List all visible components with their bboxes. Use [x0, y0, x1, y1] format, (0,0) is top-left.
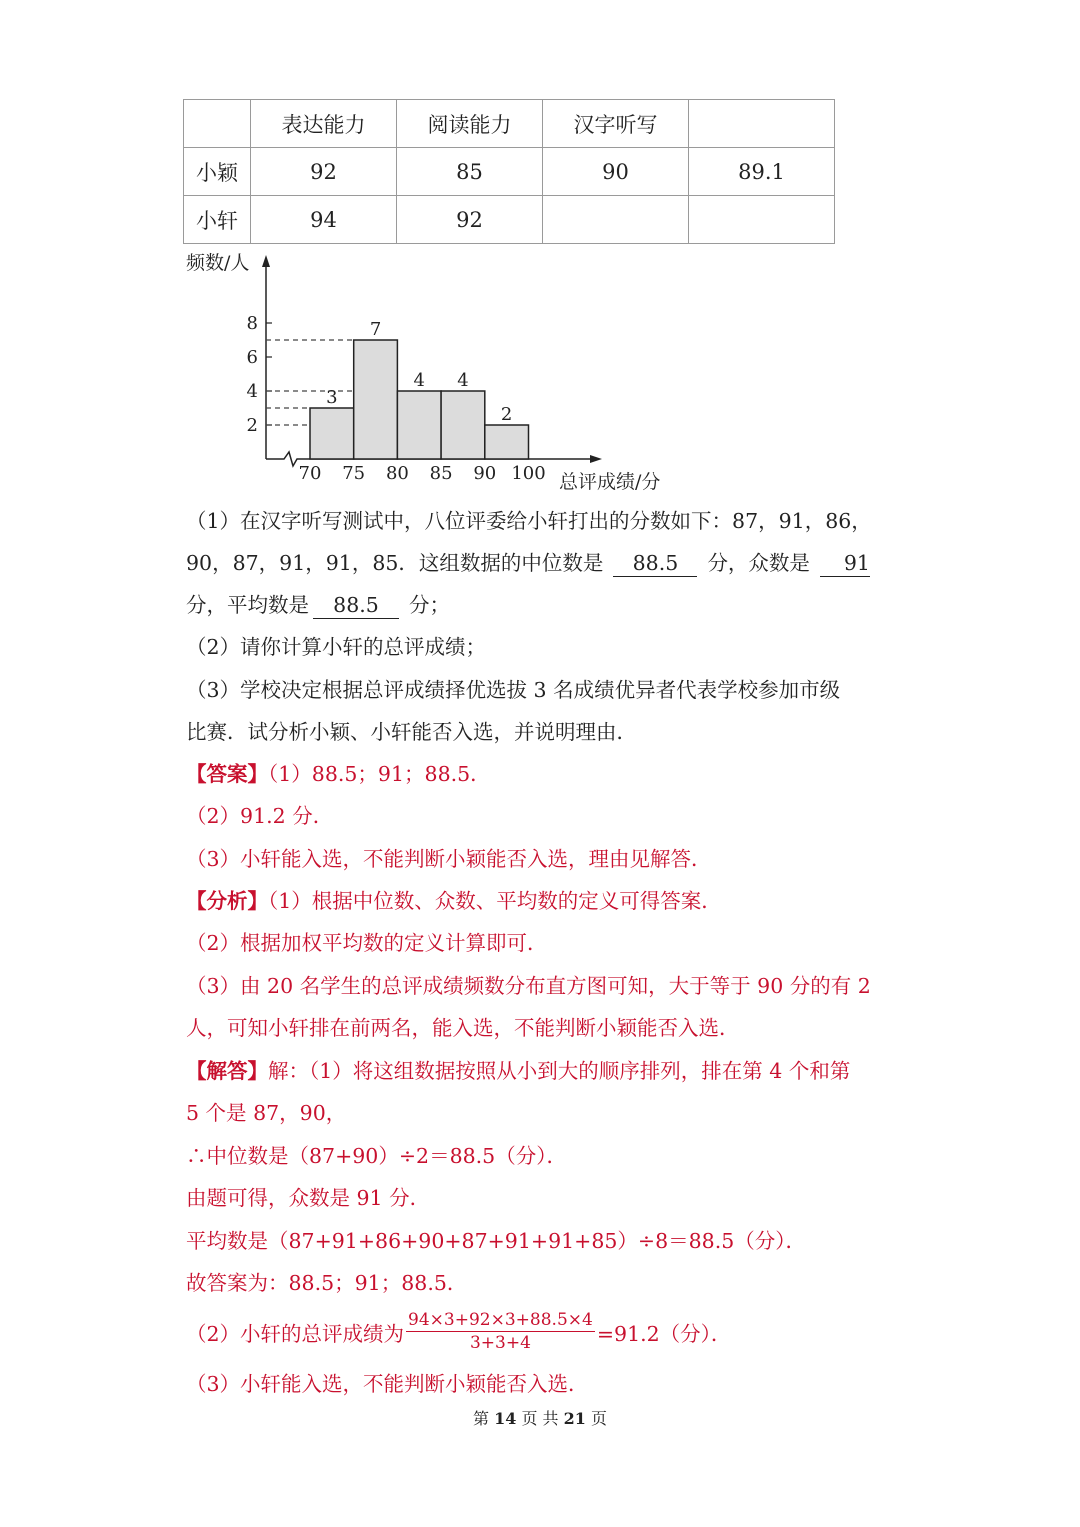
page-number: 14 [494, 1409, 517, 1428]
analysis-text: （1）根据中位数、众数、平均数的定义可得答案． [268, 889, 722, 913]
analysis-line-1 [186, 886, 886, 916]
answer-line-3: （3）小轩能入选，不能判断小颖能否入选，理由见解答． [186, 847, 712, 871]
table-row [184, 148, 835, 196]
question-1-text: 分，众数是 [707, 551, 810, 575]
question-1-line-2 [186, 548, 886, 578]
table-header-cell [184, 100, 251, 148]
x-tick-label: 75 [342, 463, 366, 484]
analysis-line-2: （2）根据加权平均数的定义计算即可． [186, 931, 548, 955]
analysis-tag: 【分析】 [186, 889, 268, 913]
solution-line-1 [186, 1056, 886, 1086]
answer-text: （1）88.5；91；88.5． [268, 762, 491, 786]
mode-blank: 91 [820, 550, 870, 577]
solution-line-8: （3）小轩能入选，不能判断小颖能否入选． [186, 1372, 589, 1396]
table-cell: 85 [397, 148, 543, 196]
table-cell [689, 196, 835, 244]
x-tick-label: 100 [511, 463, 546, 484]
question-3-line-2: 比赛．试分析小颖、小轩能否入选，并说明理由． [186, 720, 637, 744]
mean-blank: 88.5 [313, 592, 399, 619]
table-header-row [184, 100, 835, 148]
x-axis-arrow [590, 455, 602, 463]
table-header-cell: 表达能力 [251, 100, 397, 148]
footer-text: 页 [591, 1409, 608, 1428]
table-header-cell: 阅读能力 [397, 100, 543, 148]
solution-line-6: 故答案为：88.5；91；88.5． [186, 1271, 468, 1295]
table-header-cell: 汉字听写 [543, 100, 689, 148]
x-tick-label: 85 [429, 463, 453, 484]
bar-value-label: 4 [457, 370, 469, 391]
table-cell: 94 [251, 196, 397, 244]
histogram-bar [485, 425, 529, 459]
total-pages: 21 [563, 1409, 586, 1428]
histogram-bar [441, 391, 485, 459]
question-1-text: 分，平均数是 [186, 593, 309, 617]
table-header-cell [689, 100, 835, 148]
histogram-bar [397, 391, 441, 459]
y-axis-label: 频数/人 [186, 252, 250, 274]
solution-line-5: 平均数是（87+91+86+90+87+91+91+85）÷8＝88.5（分）． [186, 1229, 807, 1253]
median-blank: 88.5 [613, 550, 697, 577]
solution-text: （2）小轩的总评成绩为 [186, 1322, 405, 1346]
question-1-line-3 [186, 590, 886, 620]
solution-line-4: 由题可得，众数是 91 分． [186, 1186, 431, 1210]
question-1-text: 分； [409, 593, 450, 617]
y-tick-label: 8 [246, 313, 258, 334]
table-cell: 92 [397, 196, 543, 244]
bar-value-label: 4 [413, 370, 425, 391]
fraction-denominator: 3+3+4 [469, 1333, 531, 1353]
histogram-chart [180, 245, 700, 500]
question-3-line-1: （3）学校决定根据总评成绩择优选拔 3 名成绩优异者代表学校参加市级 [186, 678, 841, 702]
analysis-line-4: 人，可知小轩排在前两名，能入选，不能判断小颖能否入选． [186, 1016, 740, 1040]
table-cell [543, 196, 689, 244]
x-tick-label: 70 [298, 463, 322, 484]
page-footer [0, 1406, 1080, 1429]
solution-text: 解：（1）将这组数据按照从小到大的顺序排列，排在第 4 个和第 [268, 1059, 851, 1083]
fraction [406, 1310, 595, 1353]
bar-value-label: 7 [369, 319, 382, 340]
footer-text: 第 [472, 1409, 489, 1428]
histogram-bar [310, 408, 354, 459]
bar-value-label: 3 [326, 387, 338, 408]
x-axis-label: 总评成绩/分 [559, 471, 661, 493]
question-1-text: 90，87，91，91，85．这组数据的中位数是 [186, 551, 604, 575]
y-tick-label: 2 [246, 415, 258, 436]
question-1-line-1: （1）在汉字听写测试中，八位评委给小轩打出的分数如下：87，91，86， [186, 509, 872, 533]
solution-line-7 [186, 1312, 886, 1357]
analysis-line-3: （3）由 20 名学生的总评成绩频数分布直方图可知，大于等于 90 分的有 2 [186, 974, 871, 998]
x-tick-label: 90 [473, 463, 497, 484]
question-2: （2）请你计算小轩的总评成绩； [186, 635, 487, 659]
table-row [184, 196, 835, 244]
answer-line-1 [186, 759, 886, 789]
y-axis-arrow [262, 255, 270, 267]
solution-text: =91.2（分）． [596, 1322, 732, 1346]
histogram-bar [354, 340, 398, 459]
fraction-numerator: 94×3+92×3+88.5×4 [408, 1310, 593, 1330]
y-tick-label: 4 [246, 381, 258, 402]
solution-tag: 【解答】 [186, 1059, 268, 1083]
bar-value-label: 2 [500, 404, 513, 425]
table-cell: 89.1 [689, 148, 835, 196]
table-row-name: 小轩 [184, 196, 251, 244]
score-table [183, 99, 835, 244]
footer-text: 页 共 [521, 1409, 559, 1428]
table-cell: 92 [251, 148, 397, 196]
table-cell: 90 [543, 148, 689, 196]
y-tick-label: 6 [246, 347, 258, 368]
table-row-name: 小颖 [184, 148, 251, 196]
answer-tag: 【答案】 [186, 762, 268, 786]
x-tick-label: 80 [385, 463, 409, 484]
solution-line-2: 5 个是 87，90， [186, 1101, 347, 1125]
answer-line-2: （2）91.2 分． [186, 804, 334, 828]
solution-line-3: ∴中位数是（87+90）÷2＝88.5（分）． [186, 1144, 567, 1168]
